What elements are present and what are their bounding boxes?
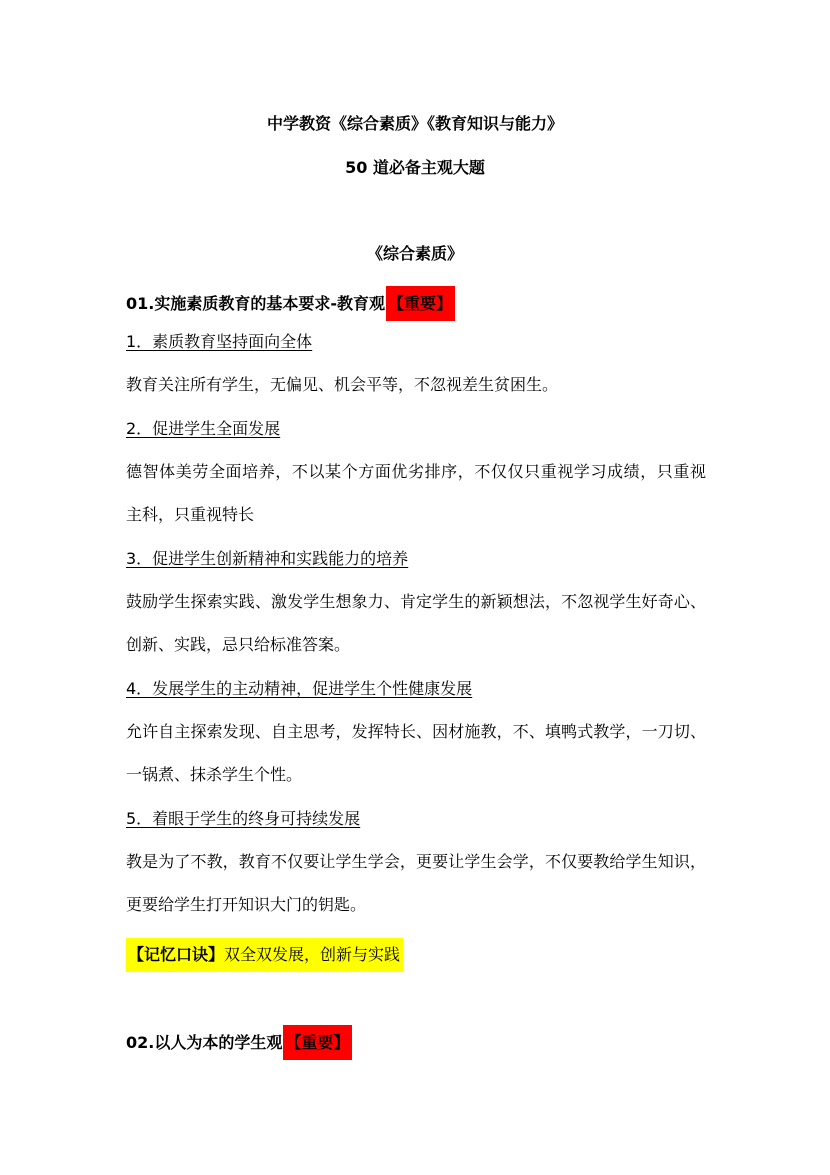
memory-text: 双全双发展，创新与实践	[224, 945, 401, 964]
point-3-heading: 3．促进学生创新精神和实践能力的培养	[126, 549, 409, 568]
section-title: 《综合素质》	[366, 244, 463, 263]
point-4-text-line1: 允许自主探索发现、自主思考，发挥特长、因材施教，不、填鸭式教学，一刀切、	[126, 722, 706, 741]
point-1-text: 教育关注所有学生，无偏见、机会平等，不忽视差生贫困生。	[126, 375, 559, 394]
point-5-heading: 5．着眼于学生的终身可持续发展	[126, 809, 361, 828]
point-5-text-line1: 教是为了不教，教育不仅要让学生学会，更要让学生会学，不仅要教给学生知识，	[126, 852, 706, 871]
point-3-text-line2: 创新、实践，忌只给标准答案。	[126, 635, 351, 654]
point-2-text-line2: 主科，只重视特长	[126, 505, 255, 524]
question-01-heading-text: 01.实施素质教育的基本要求-教育观	[126, 294, 385, 313]
point-4-text-line2: 一锅煮、抹杀学生个性。	[126, 765, 303, 784]
question-01-heading	[126, 286, 455, 321]
point-3-text-line1: 鼓励学生探索实践、激发学生想象力、肯定学生的新颖想法，不忽视学生好奇心、	[126, 592, 706, 611]
memory-tag: 【记忆口诀】	[128, 945, 225, 964]
point-1-heading: 1．素质教育坚持面向全体	[126, 332, 313, 351]
question-02-heading-text: 02.以人为本的学生观	[126, 1033, 283, 1052]
point-5-text-line2: 更要给学生打开知识大门的钥匙。	[126, 895, 367, 914]
point-4-heading: 4．发展学生的主动精神，促进学生个性健康发展	[126, 679, 473, 698]
point-2-heading: 2．促进学生全面发展	[126, 419, 281, 438]
document-title: 中学教资《综合素质》《教育知识与能力》	[266, 114, 563, 133]
question-02-heading	[126, 1025, 352, 1060]
document-subtitle: 50 道必备主观大题	[345, 158, 485, 177]
important-tag: 【重要】	[283, 1025, 352, 1060]
point-2-text-line1: 德智体美劳全面培养，不以某个方面优劣排序，不仅仅只重视学习成绩，只重视	[126, 462, 706, 481]
important-tag: 【重要】	[386, 286, 455, 321]
memory-mnemonic	[128, 938, 403, 972]
memory-mnemonic-highlight	[126, 938, 403, 972]
